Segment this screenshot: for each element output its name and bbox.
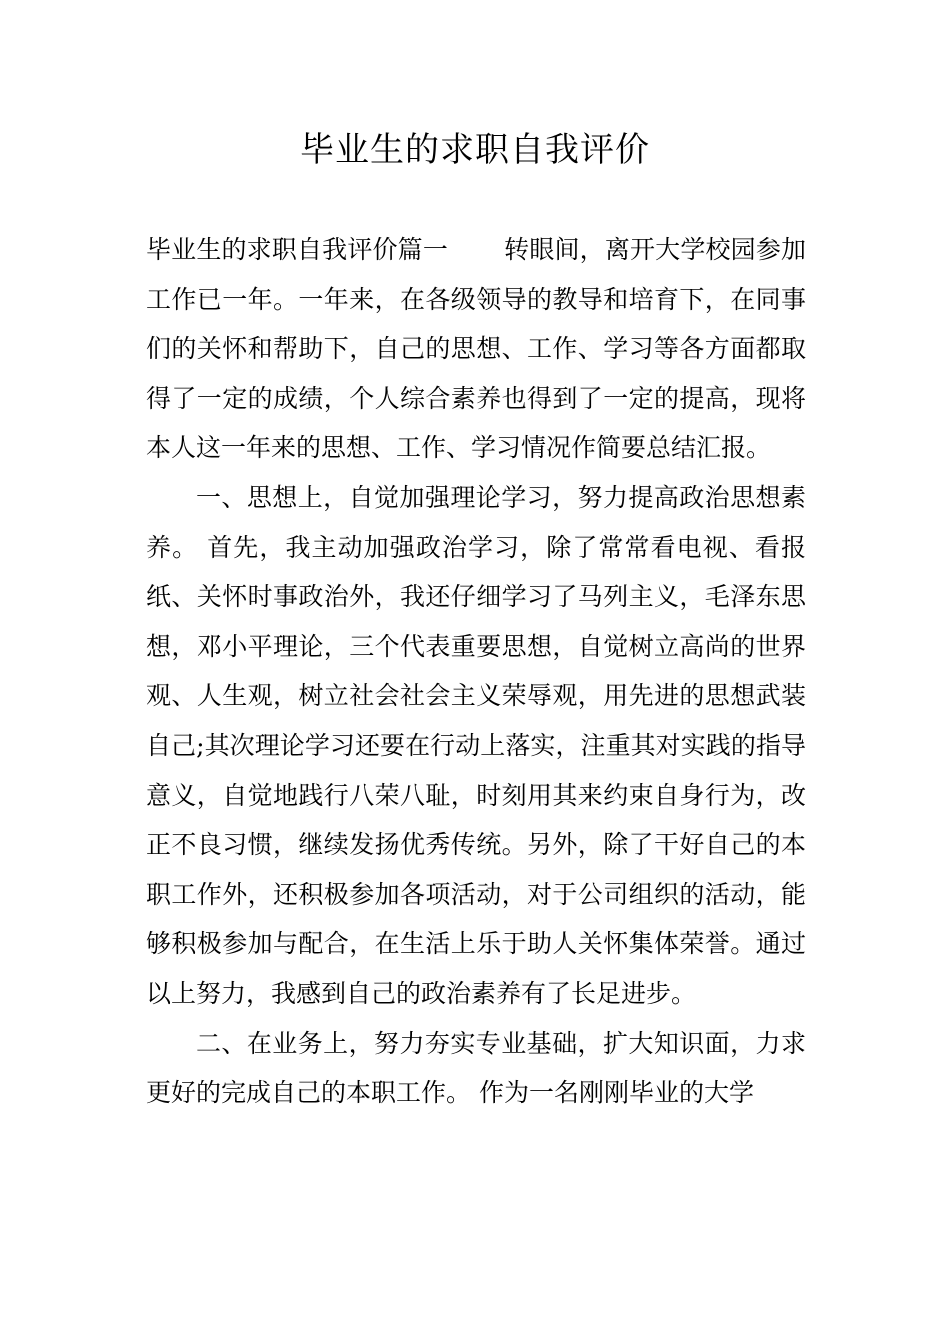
- document-title: 毕业生的求职自我评价: [300, 130, 650, 170]
- intro-heading: 毕业生的求职自我评价篇一: [146, 235, 448, 264]
- paragraph-ideology: 一、思想上，自觉加强理论学习，努力提高政治思想素养。 首先，我主动加强政治学习，除了常常看电视、看报纸、关怀时事政治外，我还仔细学习了马列主义，毛泽东思想，邓小平理论，三个代表重要思想，自觉树立高尚的世界观、人生观，树立社会社会主义荣辱观，用先进的思想武装自己;其次理论学习还要在行动上落实，注重其对实践的指导意义，自觉地践行八荣八耻，时刻用其来约束自身行为，改正不良习惯，继续发扬优秀传统。另外，除了干好自己的本职工作外，还积极参加各项活动，对于公司组织的活动，能够积极参加与配合，在生活上乐于助人关怀集体荣誉。通过以上努力，我感到自己的政治素养有了长足进步。: [146, 482, 806, 1008]
- paragraph-business: 二、在业务上，努力夯实专业基础，扩大知识面，力求更好的完成自己的本职工作。 作为一名刚刚毕业的大学: [146, 1028, 806, 1108]
- document-body: [146, 225, 806, 1118]
- paragraph-intro: [146, 225, 806, 473]
- intro-text: 转眼间，离开大学校园参加工作已一年。一年来，在各级领导的教导和培育下，在同事们的关怀和帮助下，自己的思想、工作、学习等各方面都取得了一定的成绩，个人综合素养也得到了一定的提高，现将本人这一年来的思想、工作、学习情况作简要总结汇报。: [146, 235, 806, 463]
